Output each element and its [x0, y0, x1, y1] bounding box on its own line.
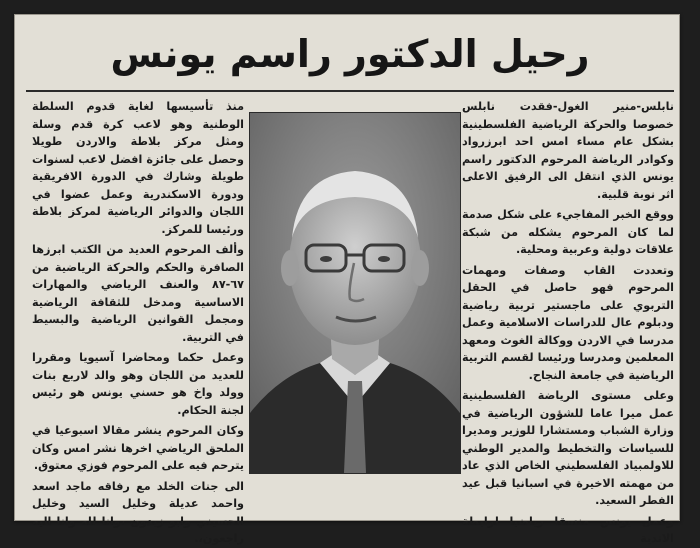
paragraph: وكان المرحوم ينشر مقالا اسبوعيا في الملحق الرياضي اخرها نشر امس وكان يترحم فيه على المرحوم فوزي معتوق.	[32, 424, 244, 472]
paragraph: وألف المرحوم العديد من الكتب ابرزها الصافرة والحكم والحركة الرياضية من ٦٧-٨٧ والعنف الرياضي والمهارات الاساسية ومدخل للثقافة الرياضية ومجمل القوانين الرياضية والبسيط في التربية.	[32, 243, 244, 344]
paragraph: وعمل يونس منسقا رياضيا لرابطة الاندية	[462, 514, 674, 545]
article-column-left	[32, 98, 244, 545]
paragraph: ووقع الخبر المفاجيء على شكل صدمة لما كان المرحوم يشكله من شبكة علاقات دولية وعربية ومحلية.	[462, 208, 674, 256]
article-column-right	[462, 98, 674, 545]
paragraph: نابلس-منير الغول-فقدت نابلس خصوصا والحركة الرياضية الفلسطينية بشكل عام مساء امس احد ابرزرواد وكوادر الرياضة المرحوم الدكتور راسم يونس الذي انتقل الى الرفيق الاعلى اثر نوبة قلبية.	[462, 100, 674, 201]
paragraph: الى جنات الخلد مع رفاقه ماجد اسعد واحمد عديلة وخليل السيد وخليل الحسيني وابو زيدون ،وانا لله وانا اليه راجعون،.	[32, 479, 244, 545]
portrait-photo	[249, 112, 461, 474]
paragraph: وتعددت القاب وصفات ومهمات المرحوم فهو حاصل في الحقل التربوي على ماجستير تربية رياضية ودبلوم عال للدراسات الاسلامية وعمل مدرسا في الاردن ووكالة الغوث ومعهد المعلمين ومدرسا ورئيسا لقسم التربية الرياضية في جامعة النجاح.	[462, 263, 674, 382]
paragraph: وعلى مستوى الرياضة الفلسطينية عمل ميرا عاما للشؤون الرياضية في وزارة الشباب ومستشارا للوزير ومديرا للسياسات والتخطيط والمدير الوطني للاولمبياد الفلسطيني الخاص الذي عاد من مهمته الاخيرة في اسبانيا قبل عيد الفطر السعيد.	[462, 389, 674, 507]
paragraph: منذ تأسيسها لغاية قدوم السلطة الوطنية وهو لاعب كرة قدم وسلة ومثل مركز بلاطة والاردن طويلا وحصل على جائزة افضل لاعب لسنوات طويلة وشارك في الدورة الافريقية ودورة الاسكندرية وعمل عضوا في اللجان والدوائر الرياضية لمركز بلاطة ورئيسا للمركز.	[32, 100, 244, 236]
portrait-figure	[250, 113, 460, 473]
headline-rule	[26, 90, 674, 92]
paragraph: وعمل حكما ومحاضرا آسيويا ومقررا للعديد من اللجان وهو والد لاربع بنات وولد واخ هو حسني يونس هو رئيس لجنة الحكام.	[32, 351, 244, 417]
headline: رحيل الدكتور راسم يونس	[110, 32, 590, 76]
